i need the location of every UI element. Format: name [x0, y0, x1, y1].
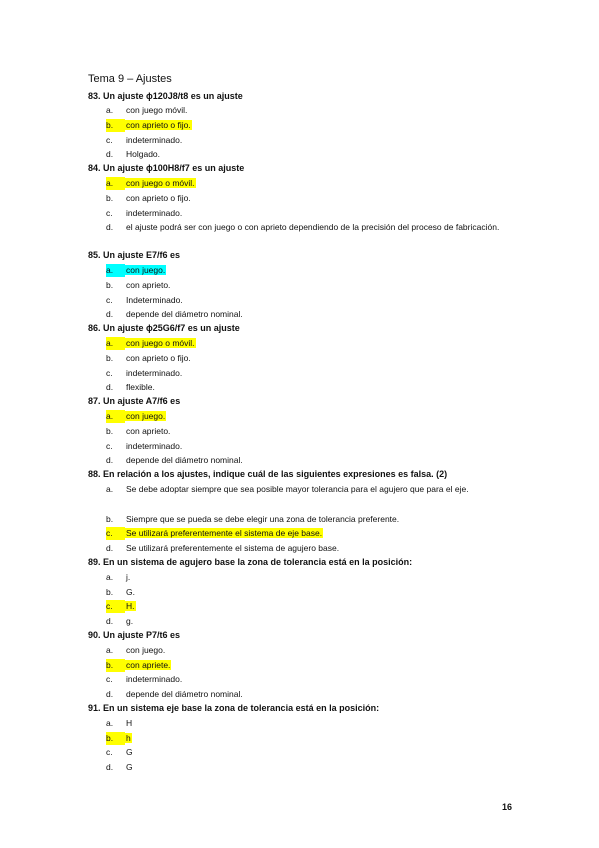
- question-86-option-a: a. con juego o móvil.: [106, 338, 195, 348]
- question-91-title: 91. En un sistema eje base la zona de tolerancia está en la posición:: [88, 703, 380, 713]
- question-84-option-b: b. con aprieto o fijo.: [106, 193, 191, 203]
- question-88-option-d: d. Se utilizará preferentemente el sistema de agujero base.: [106, 543, 340, 553]
- question-89-title: 89. En un sistema de agujero base la zona de tolerancia está en la posición:: [88, 557, 413, 567]
- question-83-option-b: b. con aprieto o fijo.: [106, 120, 191, 130]
- question-88-option-b: b. Siempre que se pueda se debe elegir una zona de tolerancia preferente.: [106, 514, 400, 524]
- question-90-option-c: c. indeterminado.: [106, 674, 183, 684]
- question-88-option-a: a. Se debe adoptar siempre que sea posible mayor tolerancia para el agujero que para el eje.: [106, 484, 469, 494]
- question-84-option-c: c. indeterminado.: [106, 208, 183, 218]
- page-number: 16: [502, 802, 513, 812]
- question-86-option-d: d. flexible.: [106, 382, 155, 392]
- question-89-option-d: d. g.: [106, 616, 134, 626]
- question-91-option-b: b. h: [106, 733, 131, 743]
- question-85-title: 85. Un ajuste E7/f6 es: [88, 250, 181, 260]
- question-85-option-c: c. Indeterminado.: [106, 295, 183, 305]
- question-84-option-d: d. el ajuste podrá ser con juego o con aprieto dependiendo de la precisión del proceso de fabricación.: [106, 222, 500, 232]
- question-87-option-c: c. indeterminado.: [106, 441, 183, 451]
- question-90-option-d: d. depende del diámetro nominal.: [106, 689, 243, 699]
- question-83-title: 83. Un ajuste ϕ120J8/t8 es un ajuste: [88, 91, 243, 101]
- question-91-option-c: c. G: [106, 747, 133, 757]
- question-90-option-a: a. con juego.: [106, 645, 166, 655]
- question-85-option-a: a. con juego.: [106, 265, 166, 275]
- question-84-option-a: a. con juego o móvil.: [106, 178, 195, 188]
- question-89-option-c: c. H.: [106, 601, 135, 611]
- question-83-option-c: c. indeterminado.: [106, 135, 183, 145]
- question-88-option-c: c. Se utilizará preferentemente el sistema de eje base.: [106, 528, 323, 538]
- question-87-title: 87. Un ajuste A7/f6 es: [88, 396, 181, 406]
- question-86-title: 86. Un ajuste ϕ25G6/f7 es un ajuste: [88, 323, 240, 333]
- question-91-option-d: d. G: [106, 762, 133, 772]
- question-83-option-a: a. con juego móvil.: [106, 105, 188, 115]
- question-86-option-c: c. indeterminado.: [106, 368, 183, 378]
- question-90-title: 90. Un ajuste P7/t6 es: [88, 630, 181, 640]
- question-85-option-d: d. depende del diámetro nominal.: [106, 309, 243, 319]
- question-88-title: 88. En relación a los ajustes, indique cuál de las siguientes expresiones es falsa. (2): [88, 469, 448, 479]
- question-89-option-b: b. G.: [106, 587, 135, 597]
- question-86-option-b: b. con aprieto o fijo.: [106, 353, 191, 363]
- question-83-option-d: d. Holgado.: [106, 149, 161, 159]
- question-87-option-b: b. con aprieto.: [106, 426, 171, 436]
- question-84-title: 84. Un ajuste ϕ100H8/f7 es un ajuste: [88, 163, 245, 173]
- question-85-option-b: b. con aprieto.: [106, 280, 171, 290]
- question-91-option-a: a. H: [106, 718, 133, 728]
- question-89-option-a: a. j.: [106, 572, 131, 582]
- question-87-option-d: d. depende del diámetro nominal.: [106, 455, 243, 465]
- question-90-option-b: b. con apriete.: [106, 660, 171, 670]
- page-title: Tema 9 – Ajustes: [88, 73, 172, 85]
- question-87-option-a: a. con juego.: [106, 411, 166, 421]
